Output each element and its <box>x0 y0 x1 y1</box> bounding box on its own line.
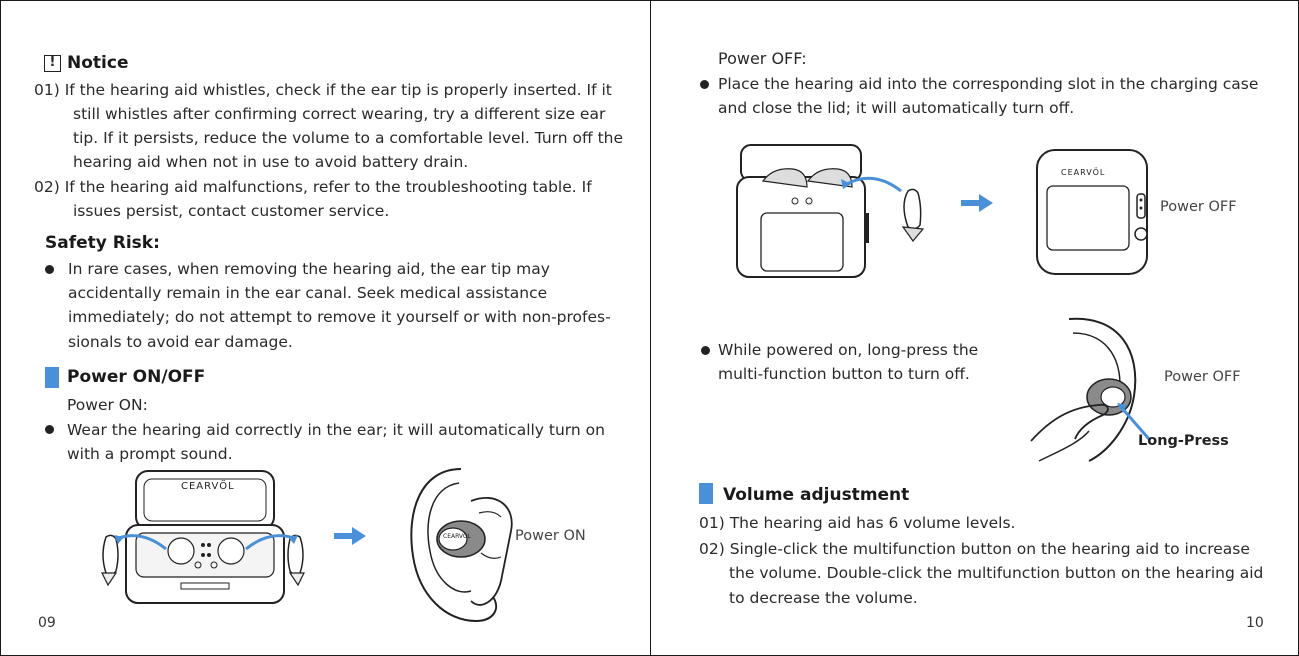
volume-item-2-line-2: the volume. Double-click the multifunction button on the hearing aid <box>729 564 1264 582</box>
open-case-insert-illustration <box>733 141 943 281</box>
case-brand-left: CEARVÖL <box>181 481 235 492</box>
power-on-line-1: Wear the hearing aid correctly in the ear; it will automatically turn on <box>67 421 605 439</box>
power-on-bullet <box>45 425 54 434</box>
volume-item-2-line-1: 02) Single-click the multifunction button on the hearing aid to increase <box>699 540 1250 558</box>
notice-item-1-line-3: tip. If it persists, reduce the volume to a comfortable level. Turn off the <box>73 129 624 147</box>
safety-risk-title: Safety Risk: <box>45 233 160 253</box>
page-number-right: 10 <box>1246 615 1264 631</box>
safety-line-1: In rare cases, when removing the hearing aid, the ear tip may <box>68 260 550 278</box>
power-section-bar <box>45 367 59 388</box>
safety-line-4: sionals to avoid ear damage. <box>68 333 293 351</box>
notice-item-2-line-2: issues persist, contact customer service. <box>73 202 390 220</box>
notice-item-1-line-1: 01) If the hearing aid whistles, check if the ear tip is properly inserted. If it <box>34 81 612 99</box>
longpress-power-off-label: Power OFF <box>1164 369 1241 385</box>
notice-item-1-line-4: hearing aid when not in use to avoid battery drain. <box>73 153 469 171</box>
power-on-label: Power ON <box>515 528 586 544</box>
power-off-line-1: Place the hearing aid into the corresponding slot in the charging case <box>718 75 1259 93</box>
long-press-label: Long-Press <box>1138 433 1229 449</box>
arrow-right-icon-2 <box>961 194 993 212</box>
longpress-line-1: While powered on, long-press the <box>718 341 979 359</box>
volume-item-1: 01) The hearing aid has 6 volume levels. <box>699 514 1016 532</box>
notice-item-1-line-2: still whistles after confirming correct wearing, try a different size ear <box>73 105 606 123</box>
power-off-title: Power OFF: <box>718 49 807 68</box>
ear-longpress-illustration <box>1029 311 1159 476</box>
case-brand-right: CEARVÖL <box>1061 168 1106 177</box>
volume-item-2-line-3: to decrease the volume. <box>729 589 918 607</box>
right-page <box>650 0 1299 656</box>
ear-wearing-illustration <box>401 461 531 631</box>
power-off-line-2: and close the lid; it will automatically turn off. <box>718 99 1075 117</box>
notice-title: Notice <box>67 53 129 73</box>
earbud-brand-left: CEARVÖL <box>443 533 471 540</box>
volume-section-title: Volume adjustment <box>723 485 910 505</box>
case-power-off-label: Power OFF <box>1160 199 1237 215</box>
safety-line-3: immediately; do not attempt to remove it yourself or with non-profes- <box>68 308 611 326</box>
safety-line-2: accidentally remain in the ear canal. Seek medical assistance <box>68 284 548 302</box>
power-on-line-2: with a prompt sound. <box>67 445 233 463</box>
page-number-left: 09 <box>38 615 56 631</box>
volume-section-bar <box>699 483 713 504</box>
power-on-title: Power ON: <box>67 396 148 414</box>
arrow-right-icon <box>334 527 366 545</box>
power-off-bullet <box>700 80 709 89</box>
power-section-title: Power ON/OFF <box>67 367 206 387</box>
safety-bullet <box>45 265 54 274</box>
notice-item-2-line-1: 02) If the hearing aid malfunctions, refer to the troubleshooting table. If <box>34 178 592 196</box>
closed-case-illustration <box>1033 146 1158 281</box>
longpress-bullet <box>701 346 710 355</box>
notice-icon: ! <box>44 55 61 72</box>
longpress-line-2: multi-function button to turn off. <box>718 365 970 383</box>
